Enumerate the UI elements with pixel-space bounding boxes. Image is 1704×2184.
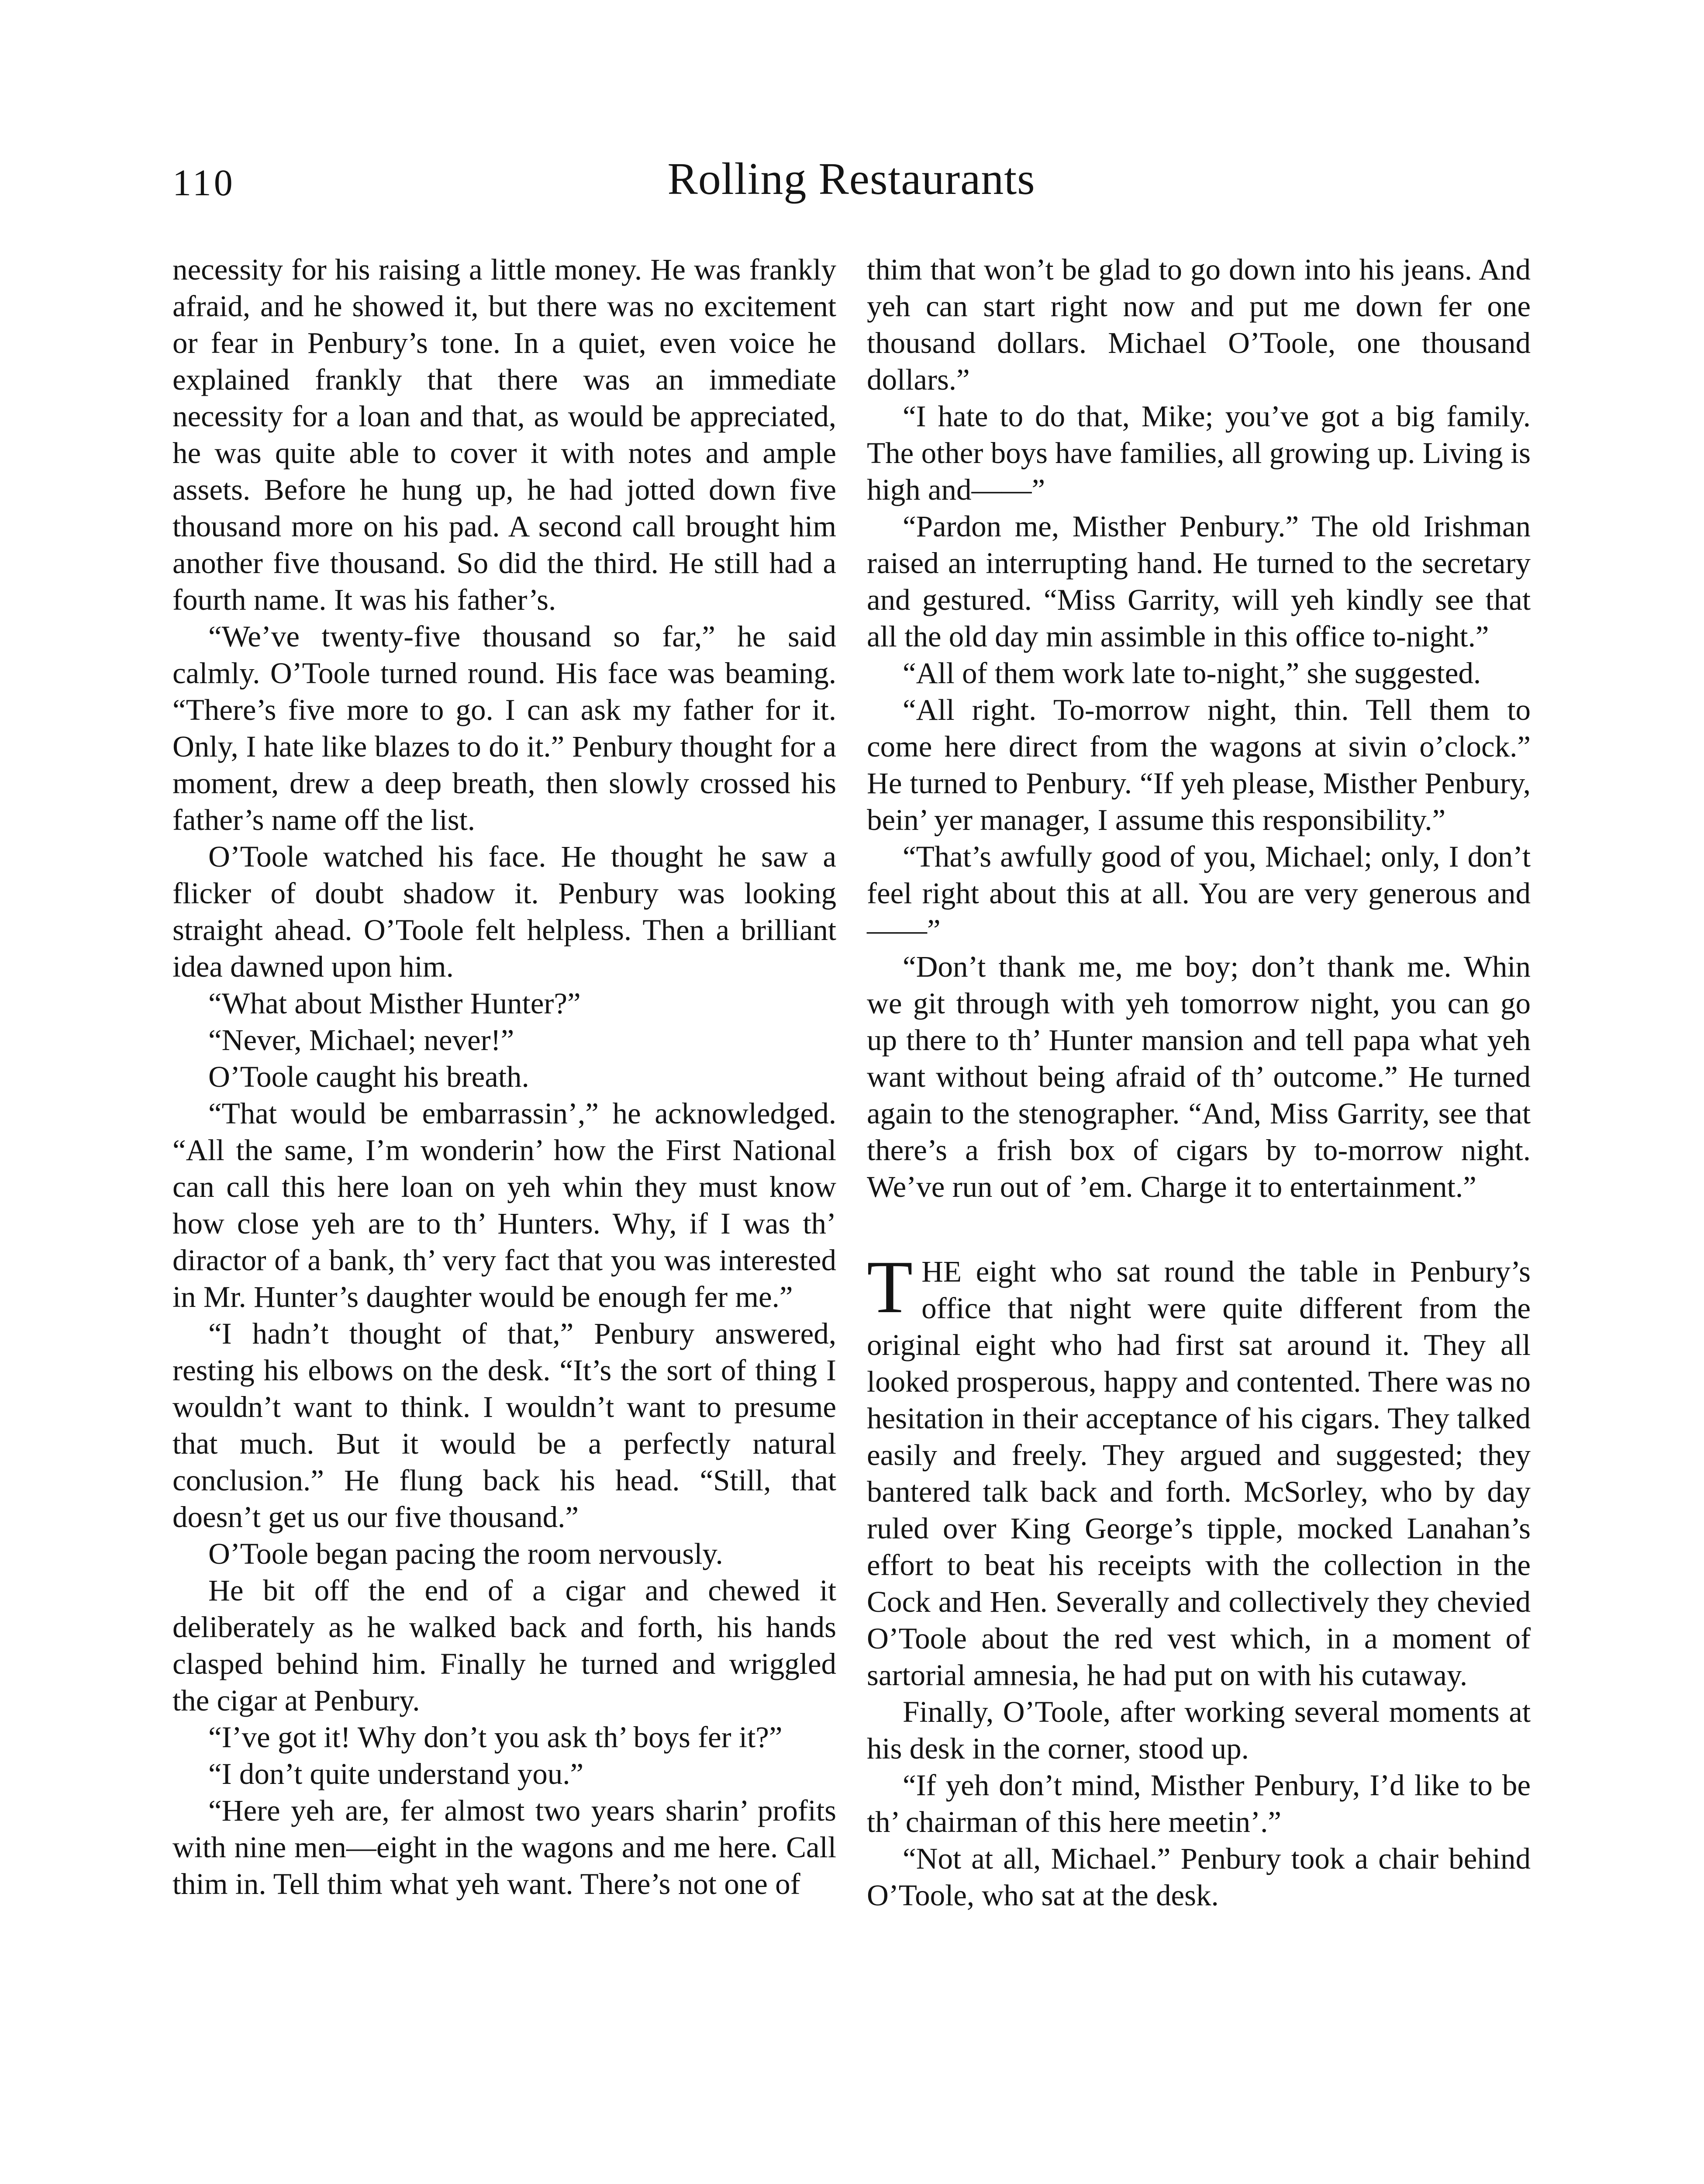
paragraph: “I hate to do that, Mike; you’ve got a big family. The other boys have families, all growing up. Living is high and——” [867, 400, 1531, 506]
page-number: 110 [172, 162, 235, 204]
paragraph: Finally, O’Toole, after working several moments at his desk in the corner, stood up. [867, 1695, 1531, 1765]
paragraph: “If yeh don’t mind, Misther Penbury, I’d like to be th’ chairman of this here meetin’.” [867, 1769, 1531, 1838]
paragraph: “Don’t thank me, me boy; don’t thank me. Whin we git through with yeh tomorrow night, you can go up there to th’ Hunter mansion and tell papa what yeh want without being afraid of th’ outcome.” He turned again to the stenographer. “And, Miss Garrity, see that there’s a frish box of cigars by to-morrow night. We’ve run out of ’em. Charge it to entertainment.” [867, 950, 1531, 1203]
right-column [867, 251, 1531, 1914]
paragraph: “Here yeh are, fer almost two years sharin’ profits with nine men—eight in the wagons and me here. Call thim in. Tell thim what yeh want. There’s not one of [172, 1794, 836, 1901]
paragraph: O’Toole watched his face. He thought he saw a flicker of doubt shadow it. Penbury was looking straight ahead. O’Toole felt helpless. Then a brilliant idea dawned upon him. [172, 840, 836, 983]
paragraph: thim that won’t be glad to go down into his jeans. And yeh can start right now and put me down fer one thousand dollars. Michael O’Toole, one thousand dollars.” [867, 253, 1531, 396]
left-column [172, 251, 836, 1902]
paragraph: O’Toole caught his breath. [208, 1060, 529, 1093]
running-title: Rolling Restaurants [667, 154, 1035, 204]
paragraph: “I don’t quite understand you.” [208, 1757, 584, 1790]
paragraph: necessity for his raising a little money. He was frankly afraid, and he showed it, but there was no excitement or fear in Penbury’s tone. In a quiet, even voice he explained frankly that there was an immediate necessity for a loan and that, as would be appreciated, he was quite able to cover it with notes and ample assets. Before he hung up, he had jotted down five thousand more on his pad. A second call brought him another five thousand. So did the third. He still had a fourth name. It was his father’s. [172, 253, 836, 616]
paragraph: O’Toole began pacing the room nervously. [208, 1537, 723, 1570]
paragraph: “We’ve twenty-five thousand so far,” he said calmly. O’Toole turned round. His face was beaming. “There’s five more to go. I can ask my father for it. Only, I hate like blazes to do it.” Penbury thought for a moment, drew a deep breath, then slowly crossed his father’s name off the list. [172, 620, 836, 836]
paragraph: “Not at all, Michael.” Penbury took a chair behind O’Toole, who sat at the desk. [867, 1842, 1531, 1912]
paragraph: “All of them work late to-night,” she suggested. [903, 657, 1481, 690]
paragraph: “That’s awfully good of you, Michael; only, I don’t feel right about this at all. You are very generous and——” [867, 840, 1531, 947]
paragraph: He bit off the end of a cigar and chewed it deliberately as he walked back and forth, his hands clasped behind him. Finally he turned and wriggled the cigar at Penbury. [172, 1574, 836, 1717]
paragraph: “I’ve got it! Why don’t you ask th’ boys fer it?” [208, 1721, 783, 1754]
paragraph: “All right. To-morrow night, thin. Tell them to come here direct from the wagons at sivin o’clock.” He turned to Penbury. “If yeh please, Misther Penbury, bein’ yer manager, I assume this responsibility.” [867, 693, 1531, 836]
paragraph: “That would be embarrassin’,” he acknowledged. “All the same, I’m wonderin’ how the First National can call this here loan on yeh whin they must know how close yeh are to th’ Hunters. Why, if I was th’ diractor of a bank, th’ very fact that you was interested in Mr. Hunter’s daughter would be enough fer me.” [172, 1097, 836, 1313]
paragraph: “Pardon me, Misther Penbury.” The old Irishman raised an interrupting hand. He turned to the secretary and gestured. “Miss Garrity, will yeh kindly see that all the old day min assimble in this office to-night.” [867, 510, 1531, 653]
paragraph: “I hadn’t thought of that,” Penbury answered, resting his elbows on the desk. “It’s the sort of thing I wouldn’t want to think. I wouldn’t want to presume that much. But it would be a perfectly natural conclusion.” He flung back his head. “Still, that doesn’t get us our five thousand.” [172, 1317, 836, 1534]
section-opening-paragraph [867, 1246, 1531, 1693]
paragraph: “What about Misther Hunter?” [208, 987, 581, 1020]
page-header [172, 153, 1530, 214]
drop-cap: T [867, 1246, 913, 1329]
section-opening-text: HE eight who sat round the table in Penbury’s office that night were quite different from the original eight who had first sat around it. They all looked prosperous, happy and contented. There was no hesitation in their acceptance of his cigars. They talked easily and freely. They argued and suggested; they bantered talk back and forth. McSorley, who by day ruled over King George’s tipple, mocked Lanahan’s effort to beat his receipts with the collection in the Cock and Hen. Severally and collectively they chevied O’Toole about the red vest which, in a moment of sartorial amnesia, he had put on with his cutaway. [867, 1255, 1531, 1692]
paragraph: “Never, Michael; never!” [208, 1023, 514, 1057]
